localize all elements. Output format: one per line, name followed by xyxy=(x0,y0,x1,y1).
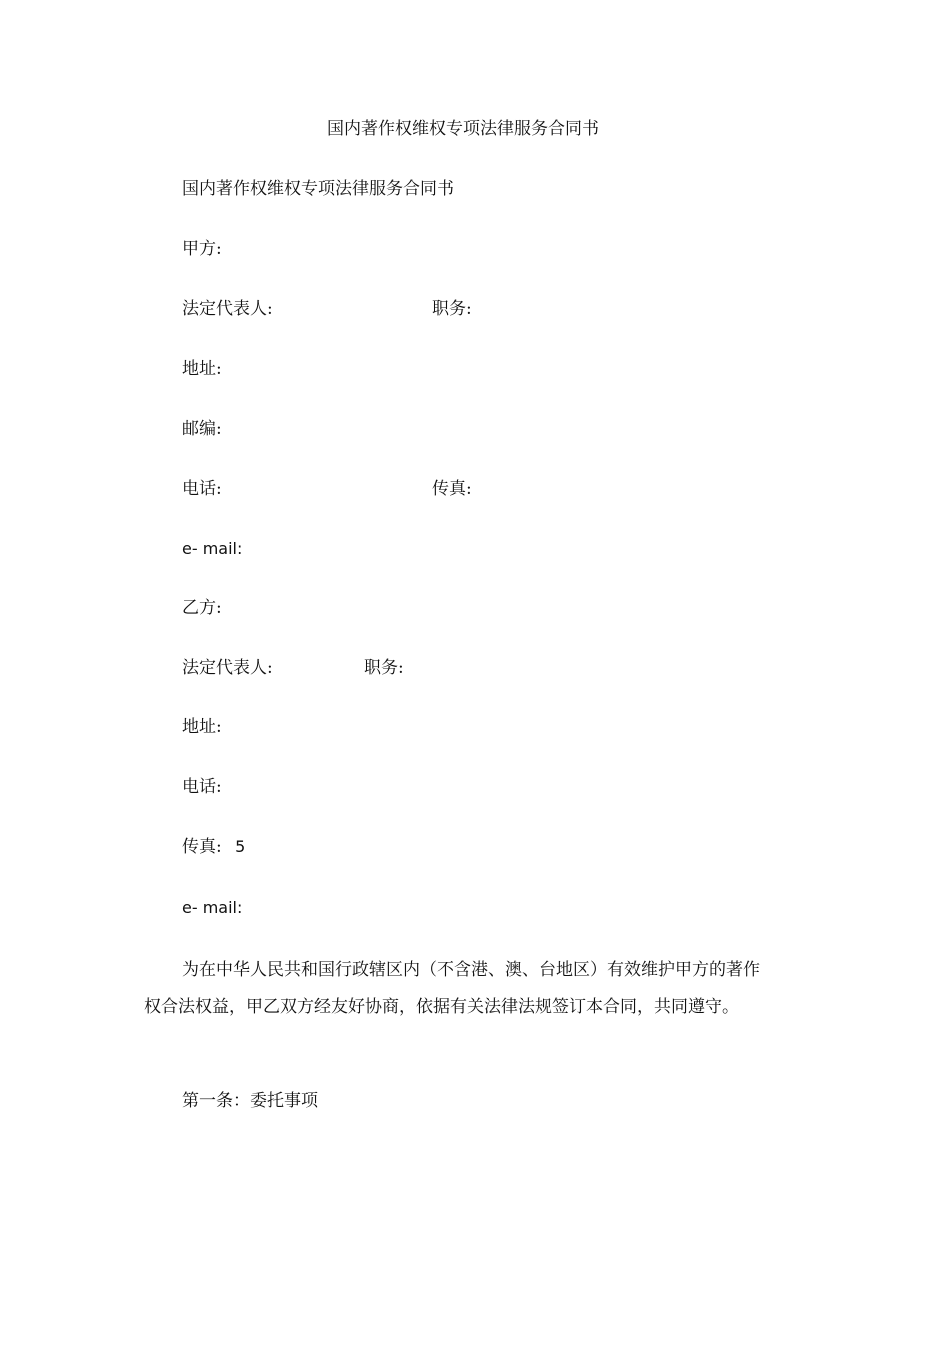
party-a-position-label: 职务: xyxy=(432,299,472,319)
document-subtitle: 国内著作权维权专项法律服务合同书 xyxy=(182,179,454,199)
party-a-fax-label: 传真: xyxy=(432,479,472,499)
party-b-fax-row xyxy=(182,834,245,860)
party-a-label: 甲方: xyxy=(182,239,222,259)
party-a-email-label: e- mail: xyxy=(182,539,243,558)
party-b-position-label: 职务: xyxy=(364,658,404,678)
party-b-legal-rep-label: 法定代表人: xyxy=(182,658,273,678)
party-a-legal-rep-label: 法定代表人: xyxy=(182,299,273,319)
party-b-phone-label: 电话: xyxy=(182,777,222,797)
party-b-fax-value: 5 xyxy=(235,837,246,856)
document-title: 国内著作权维权专项法律服务合同书 xyxy=(327,119,599,139)
party-b-label: 乙方: xyxy=(182,598,222,618)
party-b-fax-label: 传真: xyxy=(182,837,222,857)
party-a-address-label: 地址: xyxy=(182,359,222,379)
party-b-email-label: e- mail: xyxy=(182,898,243,917)
intro-paragraph: 为在中华人民共和国行政辖区内（不含港、澳、台地区）有效维护甲方的著作权合法权益，甲乙双方经友好协商，依据有关法律法规签订本合同，共同遵守。 xyxy=(144,960,760,1017)
party-a-phone-label: 电话: xyxy=(182,479,222,499)
article-1-heading: 第一条：委托事项 xyxy=(182,1091,318,1111)
party-b-address-label: 地址: xyxy=(182,717,222,737)
party-a-postcode-label: 邮编: xyxy=(182,419,222,439)
